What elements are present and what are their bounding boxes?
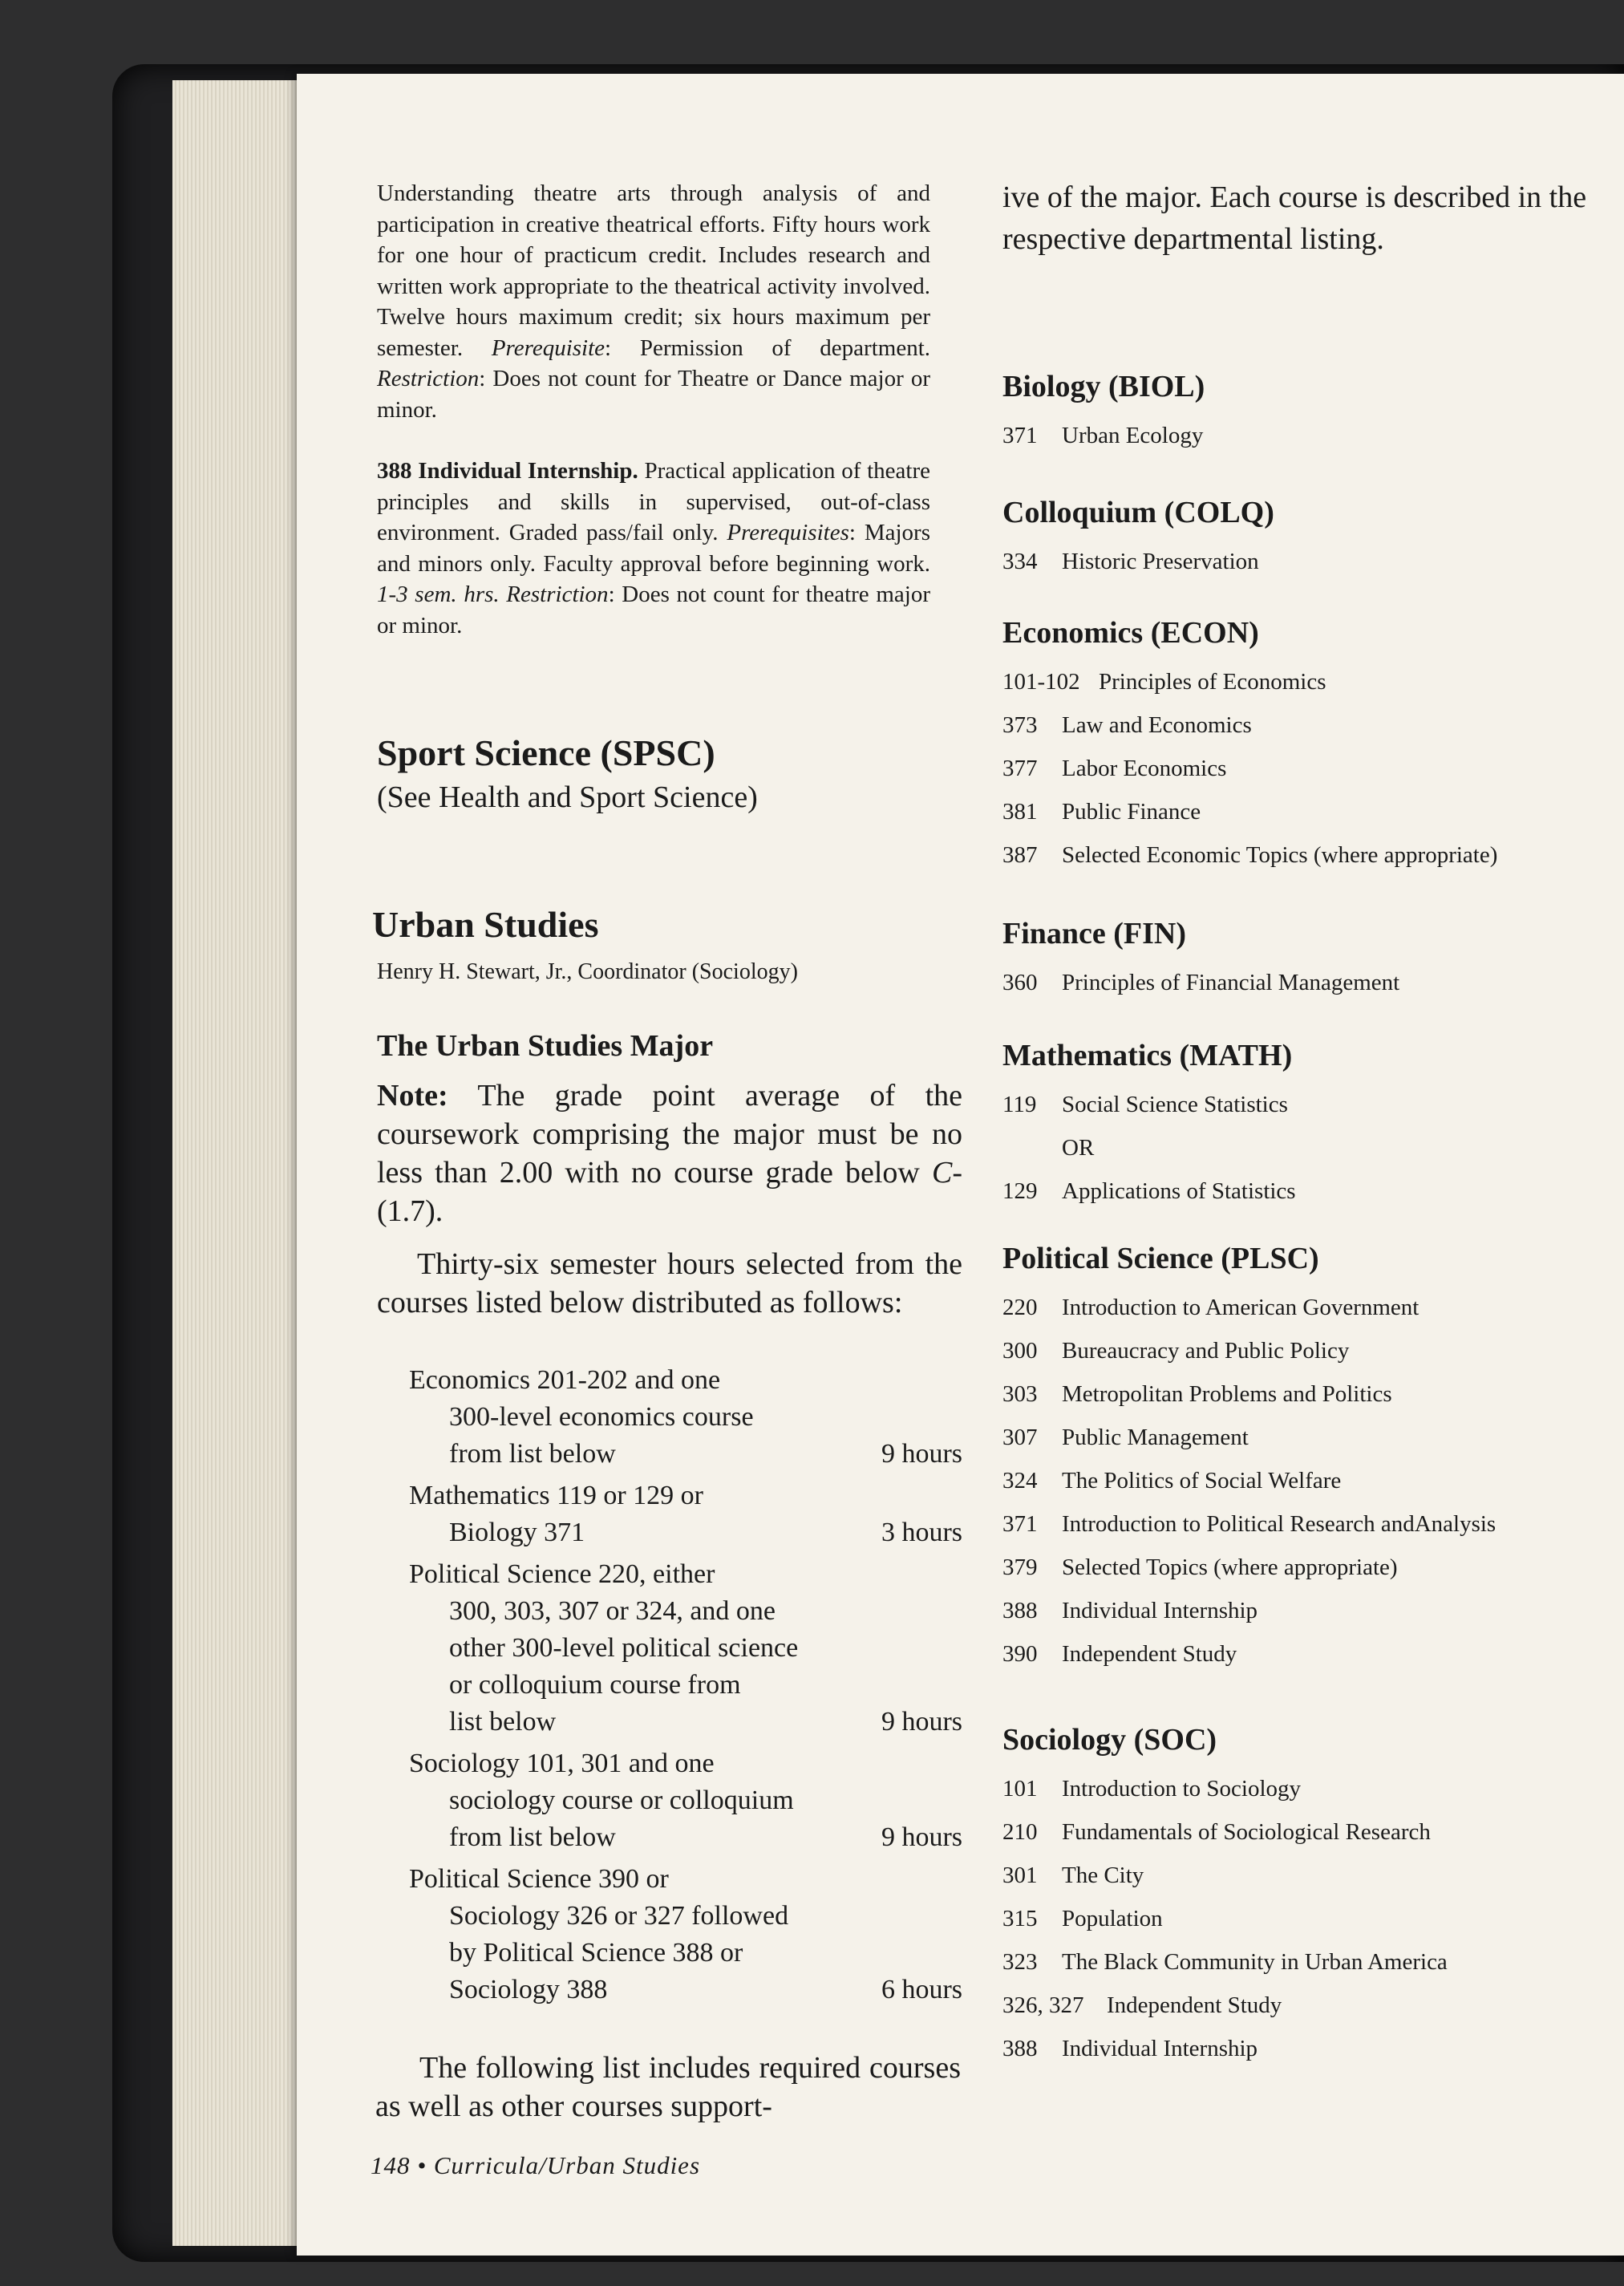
requirement-line: Sociology 388: [449, 1975, 608, 2004]
course-name: Law and Economics: [1062, 712, 1252, 738]
restriction-text: : Does not count for Theatre or Dance major or minor.: [377, 366, 930, 423]
course-row: [1002, 747, 1612, 790]
department-title: Sociology (SOC): [1002, 1723, 1217, 1757]
department-course-list: [1002, 1767, 1612, 2070]
course-name: OR: [1062, 1135, 1095, 1161]
course-number: 210: [1002, 1819, 1038, 1845]
course-name: Metropolitan Problems and Politics: [1062, 1381, 1392, 1407]
restriction-label: Restriction: [377, 366, 480, 391]
department-course-list: [1002, 961, 1612, 1004]
urban-studies-coordinator: Henry H. Stewart, Jr., Coordinator (Sociology): [377, 959, 798, 984]
course-number: 301: [1002, 1862, 1038, 1888]
requirement-line: sociology course or colloquium: [449, 1785, 794, 1815]
note-grade: C-: [932, 1156, 962, 1190]
major-continuation-text: ive of the major. Each course is described in the respective departmental listing.: [1002, 180, 1587, 256]
course-row: [1002, 1329, 1612, 1372]
course-row: [1002, 1286, 1612, 1329]
course-number: 373: [1002, 712, 1038, 738]
requirement-hours: 9 hours: [881, 1439, 962, 1469]
course-row: [1002, 1169, 1612, 1213]
requirement-hours: 9 hours: [881, 1707, 962, 1737]
requirement-line: Sociology 326 or 327 followed: [449, 1901, 789, 1931]
note-text-end: (1.7).: [377, 1194, 443, 1228]
course-row: [1002, 703, 1612, 747]
course-row: [1002, 1126, 1612, 1169]
department-course-list: [1002, 660, 1612, 877]
theatre-practicum-description: [377, 178, 930, 425]
course-name: Population: [1062, 1906, 1163, 1931]
course-number: 334: [1002, 549, 1038, 574]
course-number: 371: [1002, 423, 1038, 448]
requirement-hours: 6 hours: [881, 1975, 962, 2004]
requirements-list: [409, 1362, 962, 2013]
course-name: Public Finance: [1062, 799, 1201, 825]
requirement-item: [409, 1556, 962, 1741]
course-number: 388: [1002, 2036, 1038, 2061]
course-name: Selected Topics (where appropriate): [1062, 1554, 1398, 1580]
course-name: Independent Study: [1062, 1641, 1237, 1667]
course-name: Applications of Statistics: [1062, 1178, 1296, 1204]
course-row: [1002, 1984, 1612, 2027]
requirement-first-line: Economics 201-202 and one: [409, 1365, 721, 1395]
course-row: [1002, 1897, 1612, 1940]
course-name: Introduction to Political Research andAnalysis: [1062, 1511, 1496, 1537]
course-row: [1002, 1767, 1612, 1810]
course-row: [1002, 833, 1612, 877]
course-number: 387: [1002, 842, 1038, 868]
requirement-line: by Political Science 388 or: [449, 1938, 743, 1968]
requirement-line: from list below: [449, 1439, 616, 1469]
course-number: 129: [1002, 1178, 1038, 1204]
course-number: 119: [1002, 1092, 1037, 1117]
course-name: Labor Economics: [1062, 756, 1227, 781]
department-course-list: [1002, 1083, 1612, 1213]
requirement-item: [409, 1745, 962, 1856]
department-course-list: [1002, 414, 1612, 457]
course-name: Principles of Financial Management: [1062, 970, 1400, 995]
requirement-first-line: Sociology 101, 301 and one: [409, 1749, 715, 1778]
requirement-line: from list below: [449, 1822, 616, 1852]
course-name: The Black Community in Urban America: [1062, 1949, 1448, 1975]
course-name: Individual Internship: [1062, 1598, 1258, 1623]
course-388-title: 388 Individual Internship.: [377, 458, 638, 484]
requirement-item: [409, 1861, 962, 2008]
course-row: [1002, 1416, 1612, 1459]
note-text: The grade point average of the coursework comprising the major must be no less than 2.00 with no course grade below: [377, 1079, 962, 1190]
course-388-prereq-text: : Majors and minors only. Faculty approval before beginning work.: [377, 520, 930, 577]
course-388-credit: 1-3 sem. hrs.: [377, 582, 500, 607]
department-title: Colloquium (COLQ): [1002, 496, 1274, 529]
book-page: [297, 74, 1624, 2256]
course-name: Introduction to Sociology: [1062, 1776, 1302, 1802]
course-number: 101: [1002, 1776, 1038, 1802]
course-388-text: Practical application of theatre principles and skills in supervised, out-of-class environment. Graded pass/fail only.: [377, 458, 930, 545]
requirement-line: 300-level economics course: [449, 1402, 754, 1432]
requirement-line: 300, 303, 307 or 324, and one: [449, 1596, 776, 1626]
course-row: [1002, 790, 1612, 833]
following-list-text: The following list includes required courses as well as other courses support-: [375, 2051, 961, 2123]
course-name: Historic Preservation: [1062, 549, 1259, 574]
course-row: [1002, 1502, 1612, 1546]
course-name: Individual Internship: [1062, 2036, 1258, 2061]
course-name: Bureaucracy and Public Policy: [1062, 1338, 1350, 1364]
requirement-hours: 3 hours: [881, 1518, 962, 1547]
prereq-label: Prerequisite: [491, 334, 605, 361]
course-name: The Politics of Social Welfare: [1062, 1468, 1342, 1494]
course-name: Social Science Statistics: [1062, 1092, 1288, 1117]
course-row: [1002, 1940, 1612, 1984]
course-name: Public Management: [1062, 1425, 1249, 1450]
prereq-text: : Permission of department.: [605, 334, 930, 361]
practicum-text: Understanding theatre arts through analysis of and participation in creative theatrical efforts. Fifty hours work for one hour of practicum credit. Includes research and written work appropriate to the theatrical activity involved. Twelve hours maximum credit; six hours maximum per semester.: [377, 180, 930, 361]
course-number: 303: [1002, 1381, 1038, 1407]
course-number: 323: [1002, 1949, 1038, 1975]
hours-intro: Thirty-six semester hours selected from the courses listed below distributed as follows:: [377, 1247, 962, 1319]
course-row: [1002, 414, 1612, 457]
course-row: [1002, 1854, 1612, 1897]
department-title: Political Science (PLSC): [1002, 1242, 1319, 1275]
requirement-line: or colloquium course from: [449, 1670, 741, 1700]
course-number: 360: [1002, 970, 1038, 995]
gpa-note: [377, 1076, 962, 1230]
course-name: Independent Study: [1107, 1992, 1282, 2018]
sport-science-title: Sport Science (SPSC): [377, 732, 715, 773]
department-title: Finance (FIN): [1002, 917, 1187, 950]
requirement-line: other 300-level political science: [449, 1633, 799, 1663]
course-number: 381: [1002, 799, 1038, 825]
course-name: The City: [1062, 1862, 1144, 1888]
course-name: Introduction to American Government: [1062, 1295, 1419, 1320]
course-388-description: [377, 456, 930, 641]
course-number: 307: [1002, 1425, 1038, 1450]
sport-science-subtitle: (See Health and Sport Science): [377, 780, 758, 814]
course-388-restriction-label: Restriction: [499, 582, 609, 607]
course-name: Selected Economic Topics (where appropriate): [1062, 842, 1498, 868]
course-row: [1002, 2027, 1612, 2070]
course-row: [1002, 1589, 1612, 1632]
requirement-item: [409, 1362, 962, 1473]
note-label: Note:: [377, 1079, 448, 1113]
course-row: [1002, 1459, 1612, 1502]
requirement-line: Biology 371: [449, 1518, 585, 1547]
course-388-prereq-label: Prerequisites: [727, 520, 849, 545]
requirement-hours: 9 hours: [881, 1822, 962, 1852]
course-388-restriction-text: : Does not count for theatre major or minor.: [377, 582, 930, 638]
course-number: 390: [1002, 1641, 1038, 1667]
course-number: 315: [1002, 1906, 1038, 1931]
course-number: 371: [1002, 1511, 1038, 1537]
requirement-first-line: Mathematics 119 or 129 or: [409, 1481, 703, 1510]
course-number: 377: [1002, 756, 1038, 781]
course-name: Urban Ecology: [1062, 423, 1204, 448]
course-name: Principles of Economics: [1099, 669, 1326, 695]
department-course-list: [1002, 540, 1612, 583]
course-row: [1002, 1632, 1612, 1676]
course-row: [1002, 1546, 1612, 1589]
department-title: Mathematics (MATH): [1002, 1039, 1293, 1072]
course-number: 220: [1002, 1295, 1038, 1320]
course-number: 379: [1002, 1554, 1038, 1580]
course-name: Fundamentals of Sociological Research: [1062, 1819, 1431, 1845]
course-number: 300: [1002, 1338, 1038, 1364]
department-title: Biology (BIOL): [1002, 370, 1205, 403]
requirement-line: list below: [449, 1707, 557, 1737]
requirement-item: [409, 1477, 962, 1551]
course-row: [1002, 961, 1612, 1004]
requirement-first-line: Political Science 390 or: [409, 1864, 669, 1894]
course-row: [1002, 1810, 1612, 1854]
page-footer: 148 • Curricula/Urban Studies: [371, 2151, 701, 2179]
course-row: [1002, 1083, 1612, 1126]
department-title: Economics (ECON): [1002, 616, 1259, 650]
requirement-first-line: Political Science 220, either: [409, 1559, 715, 1589]
course-number: 101-102: [1002, 669, 1080, 695]
urban-studies-title: Urban Studies: [372, 904, 599, 945]
department-course-list: [1002, 1286, 1612, 1676]
urban-studies-major-title: The Urban Studies Major: [377, 1029, 714, 1063]
course-number: 388: [1002, 1598, 1038, 1623]
page-edges: [172, 80, 309, 2246]
course-number: 326, 327: [1002, 1992, 1084, 2018]
course-number: 324: [1002, 1468, 1038, 1494]
course-row: [1002, 540, 1612, 583]
course-row: [1002, 660, 1612, 703]
course-row: [1002, 1372, 1612, 1416]
